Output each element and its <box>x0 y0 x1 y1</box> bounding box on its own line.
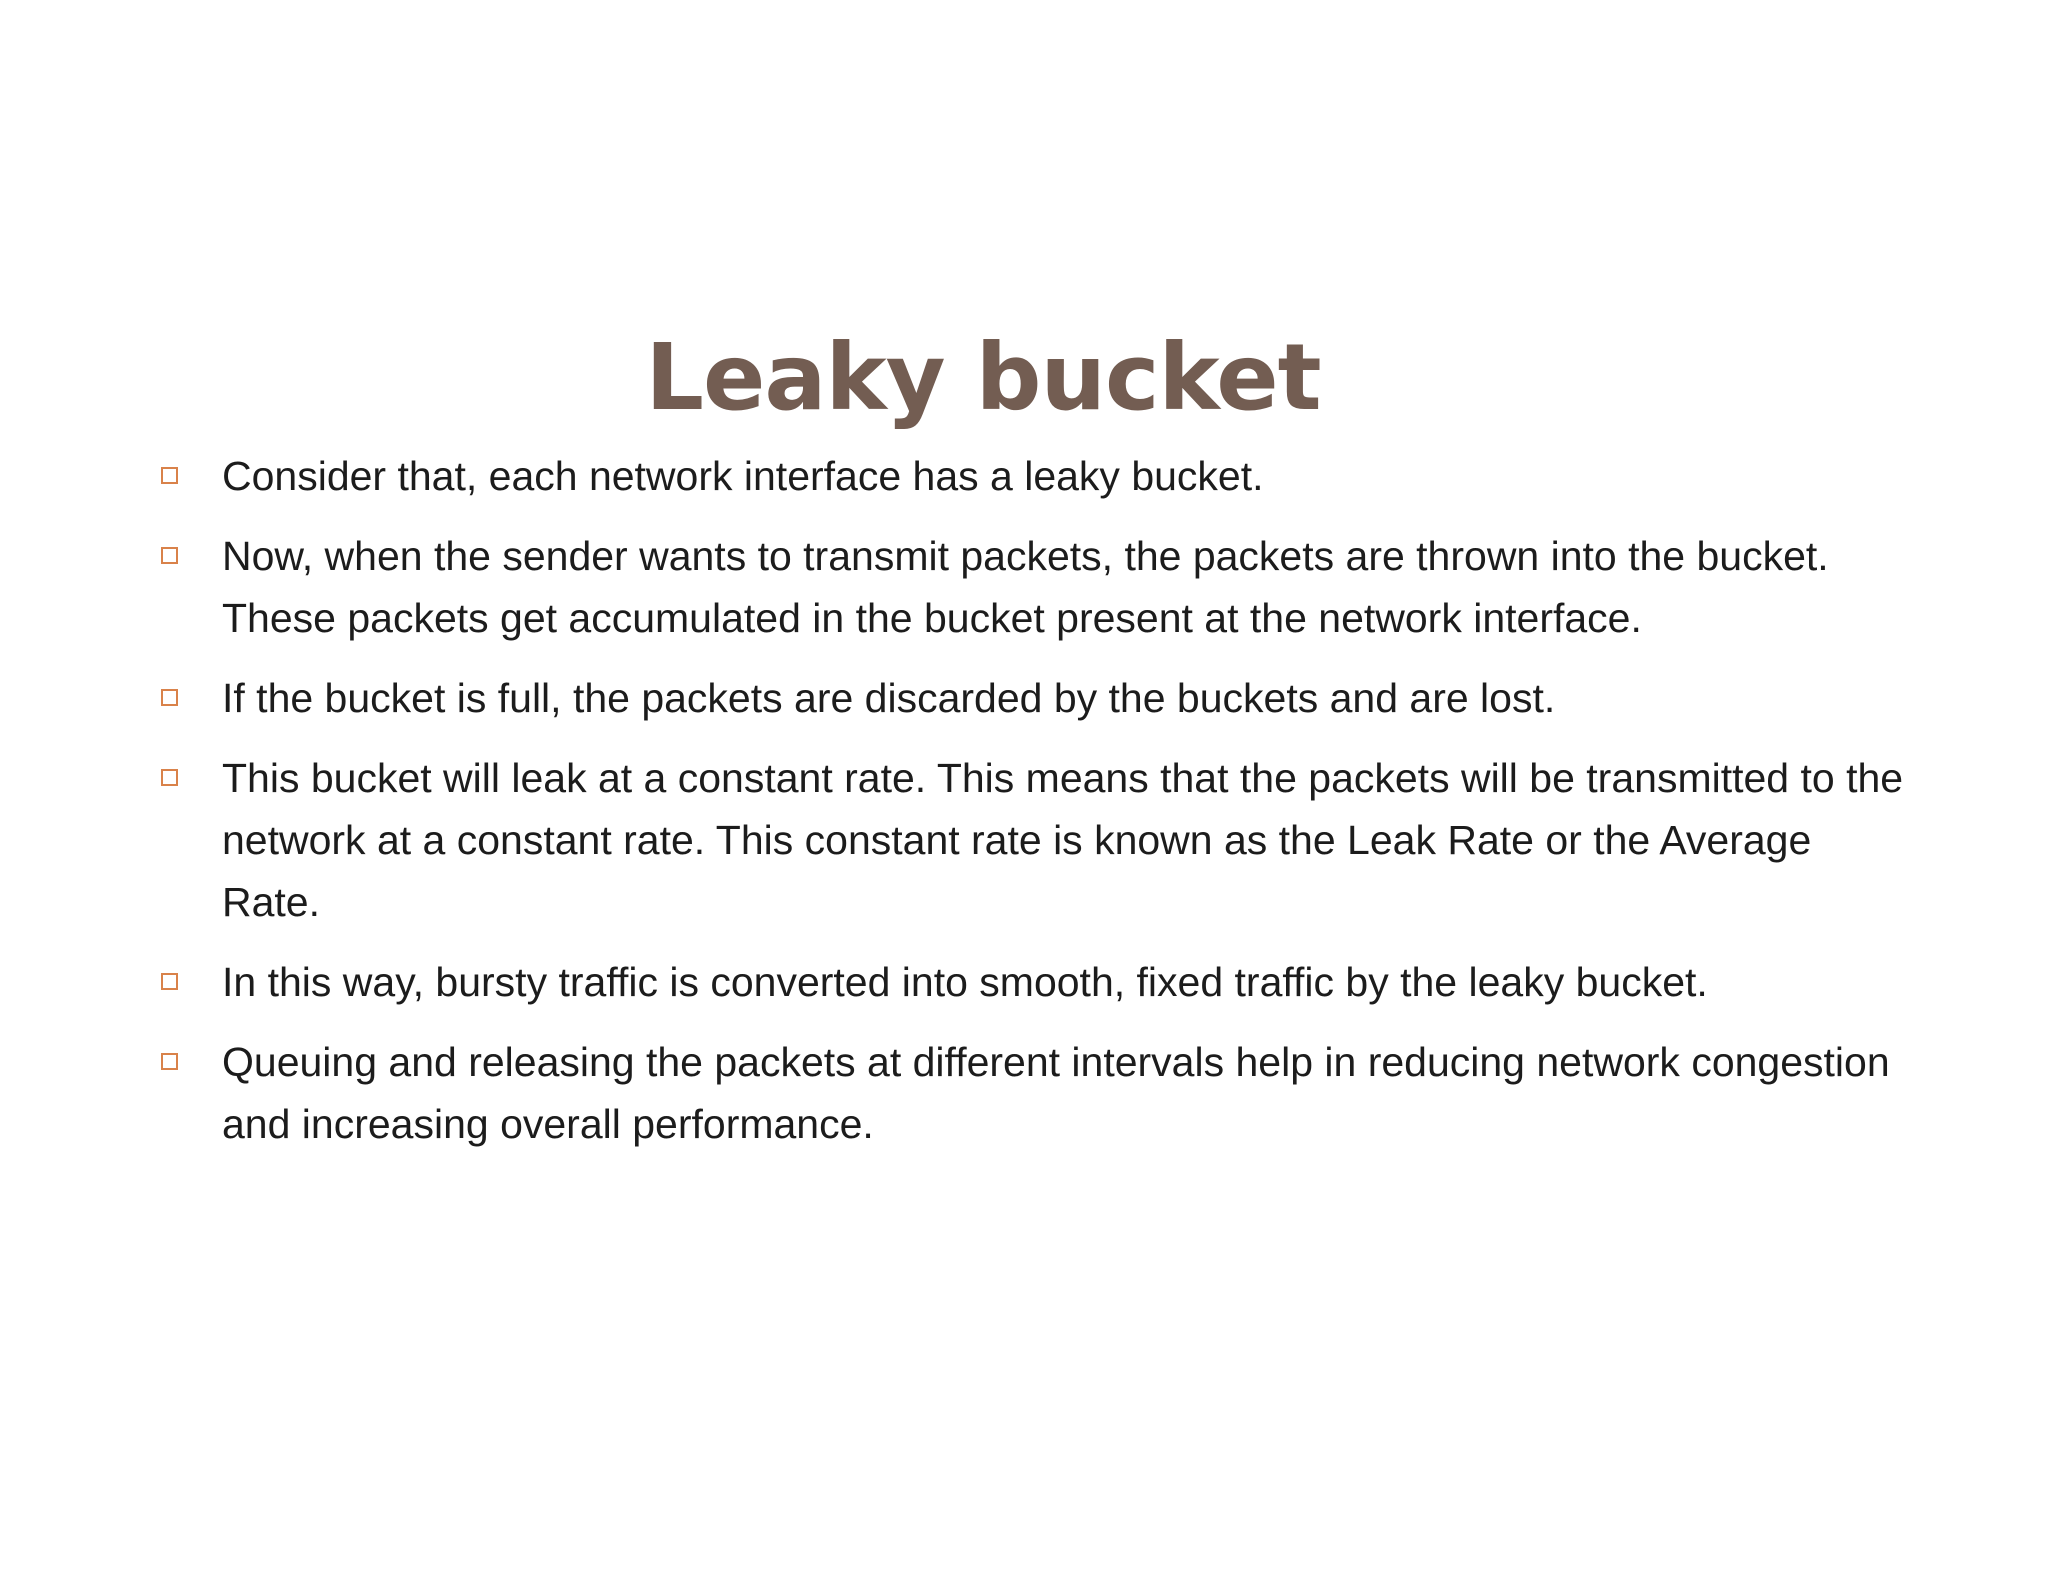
bullet-text: Consider that, each network interface has a leaky bucket. <box>222 453 1264 499</box>
list-item <box>0 525 1940 649</box>
checkbox-bullet-icon <box>161 1053 178 1070</box>
list-item <box>0 1031 1940 1155</box>
bullet-text: If the bucket is full, the packets are discarded by the buckets and are lost. <box>222 675 1556 721</box>
checkbox-bullet-icon <box>161 467 178 484</box>
bullet-text: This bucket will leak at a constant rate. This means that the packets will be transmitted to the network at a constant rate. This constant rate is known as the Leak Rate or the Average Rate. <box>222 755 1904 925</box>
checkbox-bullet-icon <box>161 769 178 786</box>
slide-title: Leaky bucket <box>645 324 1321 431</box>
bullet-text: In this way, bursty traffic is converted into smooth, fixed traffic by the leaky bucket. <box>222 959 1708 1005</box>
list-item <box>0 951 1940 1013</box>
list-item <box>0 747 1940 933</box>
checkbox-bullet-icon <box>161 973 178 990</box>
bullet-text: Now, when the sender wants to transmit packets, the packets are thrown into the bucket. These packets get accumulated in the bucket present at the network interface. <box>222 533 1829 641</box>
bullet-text: Queuing and releasing the packets at different intervals help in reducing network congestion and increasing overall performance. <box>222 1039 1890 1147</box>
checkbox-bullet-icon <box>161 547 178 564</box>
checkbox-bullet-icon <box>161 689 178 706</box>
bullet-list <box>0 445 2048 1173</box>
list-item <box>0 667 1940 729</box>
list-item <box>0 445 1940 507</box>
